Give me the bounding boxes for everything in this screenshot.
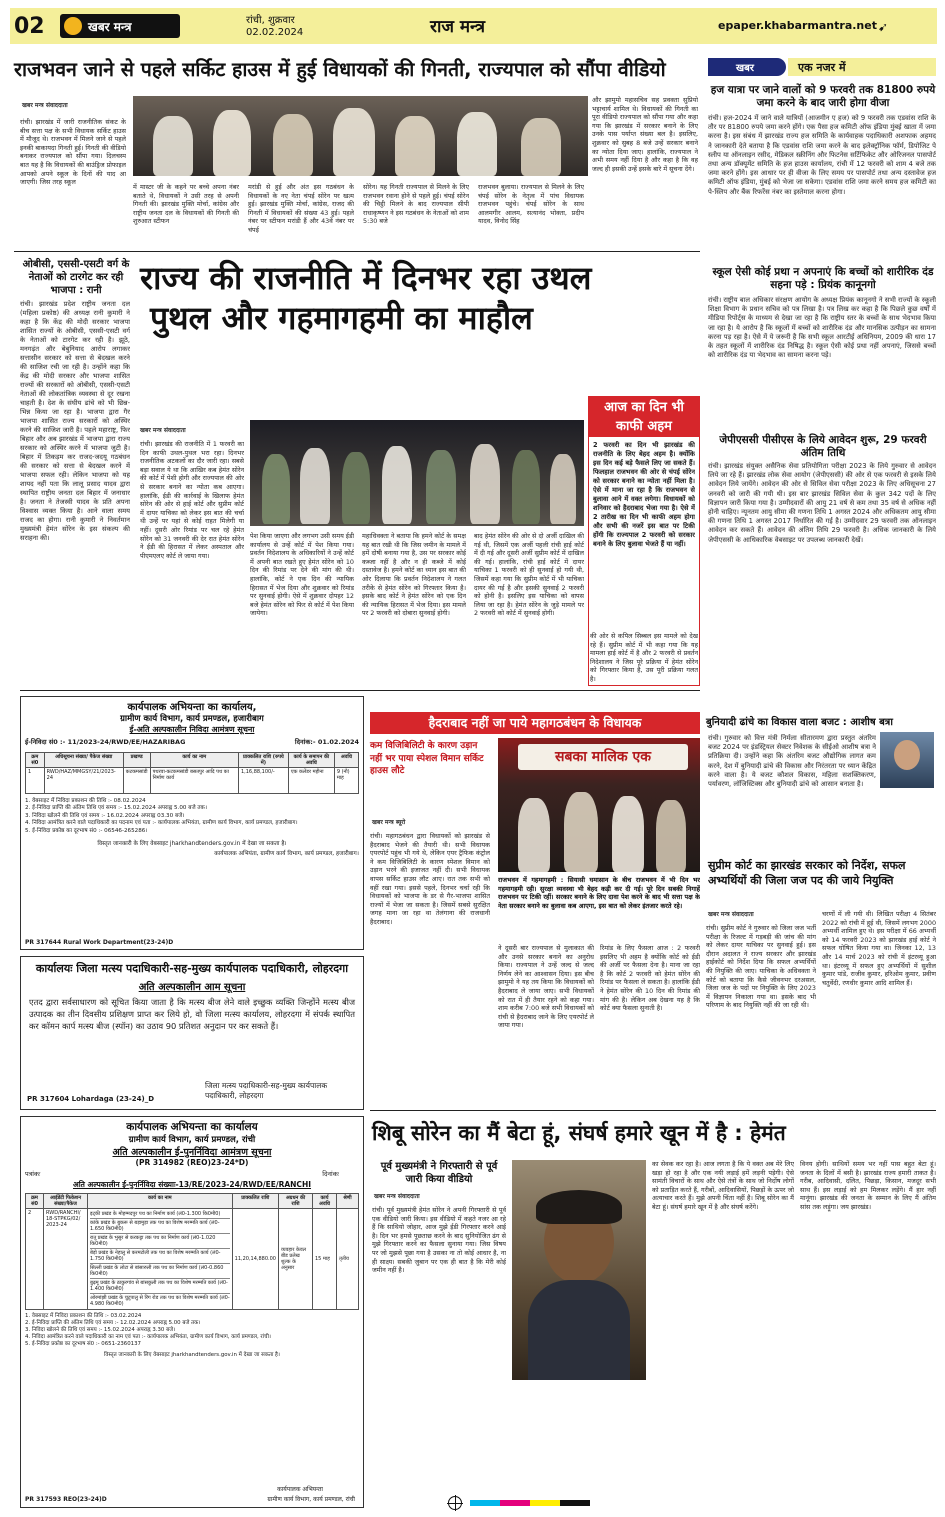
- tender-notice-ranchi: [20, 1116, 364, 1508]
- side-story-headline: ओबीसी, एससी-एसटी वर्ग के नेताओं को टारगेट कर रही भाजपा : रानी: [22, 259, 130, 296]
- ad3-footer-item: 3. निविदा खोलने की तिथि एवं समय :- 15.02.2024 अपराह्न 3.30 बजे।: [25, 1327, 176, 1333]
- main-byline: खबर मन्त्र संवाददाता: [140, 427, 186, 434]
- ad1-footer-item: 3. निविदा खोलने की तिथि एवं समय :- 16.02.2024 अपराह्न 03.30 बजे।: [25, 812, 185, 819]
- ad3-footer-item: 2. ई-निविदा प्राप्ति की अंतिम तिथि एवं समय :- 12.02.2024 अपराह्न 5.00 बजे तक।: [25, 1320, 201, 1326]
- ad1-signature: कार्यपालक अभियंता, ग्रामीण कार्य विभाग, कार्य प्रमण्डल, हजारीबाग।: [214, 851, 359, 858]
- hemant-col2: का सेवक कर रहा है। आज लगता है कि ये वक्त अब मेरे लिए खड़ा हो रहा है और एक नयी लड़ाई हमें लड़नी पड़ेगी। ऐसे सामंती विचारों के साथ और ऐसे तंत्रों के साथ जो निर्दोष लोगों को प्रताड़ित करते हैं, गरीबों, आदिवासियों, पिछड़ों के ऊपर जो अत्याचार करते हैं। मुझे अपनी चिंता नहीं है। शिबू सोरेन का मैं बेटा हूं। संघर्ष हमारे खून में है और संघर्ष करेंगे।: [652, 1160, 794, 1211]
- ad3-th: अग्रधन की राशि: [279, 1194, 313, 1209]
- nazar-1-body: रांची। हज-2024 में जाने वाले यात्रियों (आजमीन ए हज) को 9 फरवरी तक एडवांस राशि के तौर पर 81800 रुपये जमा करने होंगे। एक पैसा हज कमिटी ऑफ इंडिया मुंबई खाता में जमा करना है। इस संबंध में झारखंड राज्य हज समिति के कार्यवाहक पदाधिकारी अशफाक अहमद ने जानकारी देते बताया है कि एडवांस राशि जमा करने के बाद इलेक्ट्रॉनिक फॉर्म, डिपोजिट पे स्लीप या ऑनलाइन रसीद, मेडिकल स्क्रीनिंग और फिटनेस सर्टिफिकेट और ओरिजनल पासपोर्ट तथा अन्य डॉक्यूमेंट समिति के हज हाउस कार्यालय, रांची में 12 फरवरी को शाम 4 बजे तक जमा करने होंगे। इस आधार पर ही वीजा के लिए समय पर पासपोर्ट तथा अन्य दस्तावेज हज कमिटी ऑफ इंडिया, मुंबई को भेजा जा सकेगा। एडवांस राशि जमा करने समय हज कमिटी का पे-स्लिप और बैंक रिफरेंस नंबर का इस्तेमाल करना होगा।: [708, 114, 936, 196]
- ad3-work-item: बेड़ो प्रखंड के नेहालु से करमटोली तक पथ का विशेष मरम्मति कार्य (लं0-1.750 कि0मी0): [90, 1249, 230, 1264]
- ad3-footer-item: 1. वेबसाइट में निविदा प्रकाशन की तिथि :- 03.02.2024: [25, 1313, 142, 1319]
- ad1-footer-item: 1. वेबसाइट में निविदा प्रकाशन की तिथि :- 08.02.2024: [25, 798, 146, 804]
- ad3-cell: RWD/RANCHI/ 18-STPKG/02/ 2023-24: [44, 1209, 88, 1310]
- kicker-body: 2 फरवरी का दिन भी झारखंड की राजनीति के लिए बेहद अहम है। क्योंकि इस दिन कई बड़े फैसले लिए जा सकते हैं। फिलहाल राजभवन की ओर से चंपई सोरेन को सरकार बनाने का न्योता नहीं मिला है। ऐसे में माना जा रहा है कि राजभवन से बुलावा आने में वक्त लगेगा। विधायकों को शनिवार को हैदराबाद भेजा गया है। ऐसे में 2 तारीख का दिन भी काफी अहम होगा और सभी की नजरें इस बात पर टिकी होंगी कि राज्यपाल 2 फरवरी को सरकार बनाने के लिए बुलावा भेजते हैं या नहीं।: [593, 441, 695, 548]
- ad3-footer-item: 4. निविदा आमंत्रित करने वाले पदाधिकारी का नाम एवं पता :- कार्यपालक अभियंता, ग्रामीण कार्य विभाग, कार्य प्रमण्डल, रांची।: [25, 1334, 271, 1340]
- hyderabad-subhead: कम विजिबिलिटी के कारण उड़ान नहीं भर पाया स्पेशल विमान सर्किट हाउस लौटे: [370, 741, 484, 776]
- brand-name: खबर मन्त्र: [88, 20, 132, 34]
- ad3-work-item: इट्की प्रखंड के मोहम्मदपुर पथ का निर्माण कार्य (लं0-1.300 कि0मी0): [90, 1210, 230, 1219]
- ad2-office: कार्यालयः जिला मत्स्य पदाधिकारी-सह-मुख्य कार्यपालक पदाधिकारी, लोहरदगा: [35, 962, 349, 975]
- hyderabad-photo: [498, 738, 700, 872]
- top-story-col4: सोरेन। यह गिनती राज्यपाल से मिलने के लिए राजभवन रवाना होने से पहले हुई। चंपई सोरेन की चिट्ठी मिलने के बाद राज्यपाल सीपी राधाकृष्णन ने इस गठबंधन के नेताओं को शाम 5:30 बजे: [363, 183, 469, 226]
- ad3-cell-works: [88, 1209, 233, 1310]
- hyderabad-col2: ने दूसरी बार राज्यपाल से मुलाकात की और उनसे सरकार बनाने का अनुरोध किया। राज्यपाल ने उन्हें जल्द से जल्द निर्णय लेने का आश्वासन दिया। इस बीच झामुमो ने यह तय किया कि विधायकों को हैदराबाद ले जाया जाए। सभी विधायकों को रात में ही तैयार रहने को कहा गया। शाम करीब 7:00 बजे सभी विधायकों को रांची से हैदराबाद जाने के लिए एयरपोर्ट ले जाया गया।: [498, 944, 594, 1030]
- table-row: [26, 768, 359, 794]
- registration-mark-icon: [448, 1496, 462, 1510]
- court-byline: खबर मन्त्र संवाददाता: [708, 911, 754, 918]
- ad1-th: कार्य का नाम: [150, 753, 238, 768]
- nazar-1-headline: हज यात्रा पर जाने वालों को 9 फरवरी तक 81800 रुपये जमा करने के बाद जारी होगा वीजा: [710, 84, 936, 109]
- photo-banner: [518, 744, 688, 770]
- nazar-3-headline: जेपीएससी पीसीएस के लिये आवेदन शुरू, 29 फरवरी अंतिम तिथि: [719, 434, 927, 459]
- hyderabad-headline: हैदराबाद नहीं जा पाये महागठबंधन के विधायक: [428, 715, 642, 730]
- ad1-dept: ग्रामीण कार्य विभाग, कार्य प्रमण्डल, हजारीबाग: [120, 714, 264, 724]
- ad3-table: [25, 1193, 359, 1310]
- top-story-col2: में मास्टर जी के कहने पर बच्चे अपना नंबर बताते थे, विधायकों ने उसी तरह से अपनी गिनती की। झारखंड मुक्ति मोर्चा, कांग्रेस और राष्ट्रीय जनता दल के विधायकों की गिनती की शुरुआत स्टीफन: [133, 183, 239, 226]
- top-story-photo: [133, 96, 588, 176]
- ad3-work-item: रातू प्रखंड के भुसुर से करकट्टा तक पथ का निर्माण कार्य (लं0-1.020 कि0मी0): [90, 1234, 230, 1249]
- main-col2: पेश किया जाएगा और लगभग उसी समय ईडी कार्यालय से उन्हें कोर्ट में पेश किया गया। प्रवर्तन निदेशालय के अधिकारियों ने उन्हें कोर्ट में अपनी बात रखते हुए हेमंत सोरेन को 10 दिन की रिमांड पर देने की मांग की थी। हालांकि, कोर्ट ने एक दिन की न्यायिक हिरासत में भेज दिया और शुक्रवार को रिमांड पर सुनवाई होगी। ऐसे में शुक्रवार दोपहर 12 बजे हेमंत सोरेन को फिर से कोर्ट में पेश किया जायेगा।: [250, 532, 354, 618]
- dateline-date: 02.02.2024: [246, 27, 304, 38]
- page-number: 02: [14, 14, 45, 39]
- ad3-cell: 15 माह: [313, 1209, 337, 1310]
- divider: [14, 251, 700, 252]
- court-col1: रांची। सुप्रीम कोर्ट ने गुरुवार को जिला जज भर्ती परीक्षा के रिजल्ट में गड़बड़ी की जांच की मांग को लेकर दायर याचिका पर सुनवाई हुई। इस दौरान अदालत ने राज्य सरकार और झारखंड हाईकोर्ट को निर्देश दिया कि सफल अभ्यर्थियों की नियुक्ति की जाए। याचिका के अधिवक्ता ने कोर्ट को बताया कि कैसे जीवनभर दरअसल, जिला जज के पदों पर नियुक्ति के लिए 2023 में विज्ञापन निकाला गया था। इसके बाद भी परिणाम के बाद नियुक्ति नहीं की जा रही थी।: [706, 924, 816, 1010]
- hyderabad-byline: खबर मन्त्र ब्यूरो: [372, 819, 406, 826]
- ad1-cell: 1,16,88,100/-: [238, 768, 288, 794]
- ad1-cell: एक कलेंडर महीना: [288, 768, 334, 794]
- hemant-col3: विनय होगी। साथियों समय भर नहीं पास बहुत बेटा हूं। जनता के दिलों में बसी है। झारखंड राज्य हमारी ताकत है। गरीब, आदिवासी, दलित, पिछड़ा, किसान, मजदूर सभी साथ हैं। इस लड़ाई को हम मिलकर लड़ेंगे। मैं हार नहीं मानूंगा। झारखंड की जनता के सम्मान के लिए मैं अंतिम सांस तक लड़ूंगा। जय झारखंड।: [800, 1160, 936, 1211]
- ad1-cell: 9 (नौ) माह: [334, 768, 358, 794]
- main-col1: रांची। झारखंड की राजनीति में 1 फरवरी का दिन काफी उथल-पुथल भरा रहा। दिनभर राजनीतिक अटकलों का दौर जारी रहा। सबसे बड़ा सवाल ये था कि आखिर कब हेमंत सोरेन की कोर्ट में पेशी होगी और राज्यपाल की ओर से सरकार बनाने का न्योता कब आएगा। हालांकि, ईडी की कार्रवाई के खिलाफ हेमंत सोरेन की ओर से हाई कोर्ट और सुप्रीम कोर्ट में दायर याचिका को लेकर इस बात की चर्चा थी उन्हें पर यहां से कोई राहत मिलेगी या नहीं। दूसरी ओर रिमांड पर चल रहे हेमंत सोरेन को 31 जनवरी की देर रात हेमंत सोरेन ने ईडी की हिरासत में लेकर अस्पताल और पीएमएलए कोर्ट ले जाया गया।: [140, 440, 244, 560]
- divider: [20, 690, 700, 691]
- ad1-cell: पथरवा-कटकमसांडी बसतपुर आदि पथ का निर्माण कार्य: [150, 768, 238, 794]
- nazar-4-headline: बुनियादी ढांचे का विकास वाला बजट : आशीष बत्रा: [706, 717, 893, 728]
- main-col4: बाद हेमंत सोरेन की ओर से दो अर्जी दाखिल की गई थी, जिसमें एक अर्जी पहली रांची हाई कोर्ट में दी गई और दूसरी अर्जी सुप्रीम कोर्ट में दाखिल की गई। हालांकि, रांची हाई कोर्ट में दायर याचिका 1 फरवरी को ही सुनवाई हो गयी थी, जिसमें कहा गया कि सुप्रीम कोर्ट में भी याचिका दायर की गई है और इसकी सुनवाई 2 फरवरी को होनी है। इसलिए इस याचिका को वापस लिया जा रहा है। हेमंत सोरेन के जुड़े मामले पर 2 फरवरी को कोर्ट में सुनवाई होगी।: [474, 532, 584, 618]
- main-photo: [250, 420, 584, 526]
- ad3-work-item: सिल्ली प्रखंड के लोटा से बांसारुली तक पथ का निर्माण कार्य (लं0-0.860 कि0मी0): [90, 1264, 230, 1279]
- ad1-th: अवधि: [334, 753, 358, 768]
- ad3-ref: अति अल्पकालीन ई-पुनर्निविदा संख्याः-13/RE/2023-24/RWD/EE/RANCHI: [72, 1180, 312, 1189]
- fisheries-notice: [20, 956, 364, 1110]
- nazar-4-body: रांची। गुरुवार को वित्त मंत्री निर्मला सीतारमण द्वारा प्रस्तुत अंतरिम बजट 2024 पर इंडस्ट्रियल सेक्टर निवेशक के सीईओ आशीष बत्रा ने प्रतिक्रिया दी। उन्होंने कहा कि अंतरिम बजट औद्योगिक लागत कम करने, देश में बुनियादी ढांचे की विकास और निरंतरता पर ध्यान केंद्रित करने वाला है। ये बजट कौशल विकास, महिला सशक्तिकरण, पर्यावरण, लॉजिस्टिक्स और बुनियादी ढांचे को आसान बनाता है।: [708, 734, 876, 789]
- court-headline: सुप्रीम कोर्ट का झारखंड सरकार को निर्देश, सफल अभ्यर्थियों की जिला जज पद की जाये नियुक्ति: [708, 859, 906, 887]
- top-story-byline: खबर मन्त्र संवाददाता: [22, 102, 68, 109]
- ad1-footer-item: 2. ई-निविदा प्राप्ति की अंतिम तिथि एवं समय :- 15.02.2024 अपराह्न 5.00 बजे तक।: [25, 805, 207, 812]
- main-col3: महाधिवक्ता ने बताया कि हमने कोर्ट के समक्ष यह बात रखी थी कि जिस जमीन के मामले में हमें दोषी बनाया गया है, उस पर सरकार कोई कब्जा नहीं है और न ही कब्जे में कोई दस्तावेज है। हमने कोर्ट का ध्यान इस बात की ओर दिलाया कि प्रवर्तन निदेशालय ने गलत तरीके से हेमंत सोरेन को गिरफ्तार किया है। इसके बाद कोर्ट ने हेमंत सोरेन को एक दिन की न्यायिक हिरासत में भेज दिया। इस मामले पर 2 फरवरी को दोबारा सुनवाई होगी।: [362, 532, 466, 618]
- hemant-byline: खबर मन्त्र संवाददाता: [374, 1193, 420, 1200]
- ad3-th: आईडेंटी फिकेशन संख्या/पैकेज: [44, 1194, 88, 1209]
- ad2-pr-number: PR 317604 Lohardaga (23-24)_D: [27, 1095, 155, 1103]
- ek-nazar-tag: [708, 58, 786, 76]
- section-title: राज मन्त्र: [430, 17, 485, 37]
- ad2-body: एतद द्वारा सर्वसाधारण को सूचित किया जाता है कि मत्स्य बीज लेने वाले इच्छुक व्यक्ति जिन्होंने मत्स्य बीज उत्पादक का तीन दिवसीय प्रशिक्षण प्राप्त कर लिये हो, वो जिला मत्स्य कार्यालय, लोहरदगा में संपर्क स्थापित कर कॉमन कार्प मत्स्य बीज (स्पॉन) का उठाव 90 प्रतिशत अनुदान पर कर सकते हैं।: [29, 997, 355, 1031]
- ad1-cell: 1: [26, 768, 45, 794]
- court-col2: चरणों में ली गयी थी। लिखित परीक्षा 4 सितंबर 2022 को रांची में हुई थी, जिसमें लगभग 2000 अभ्यर्थी शामिल हुए थे। इस परीक्षा में 66 अभ्यर्थी को 14 फरवरी 2023 को झारखंड हाई कोर्ट ने सफल घोषित किया गया था। जिनका 12, 13 और 14 मार्च 2023 को रांची में इंटरव्यू हुआ था। इंटरव्यू में सफल हुए अभ्यर्थियों में सुशील कुमार पांडे, राजीव कुमार, हरिओम कुमार, प्रवीण चतुर्वेदी, रणधीर कुमार आदि शामिल हैं।: [822, 910, 936, 987]
- masthead: [10, 8, 937, 44]
- top-story-headline: राजभवन जाने से पहले सर्किट हाउस में हुई विधायकों की गिनती, राज्यपाल को सौंपा वीडियो: [14, 58, 666, 81]
- ad1-th: क्रम सं0: [26, 753, 45, 768]
- ad3-patrank: पत्रांकः: [25, 1170, 41, 1178]
- ad1-notice-title: ई-अति अल्पकालीन निविदा आमंत्रण सूचना: [129, 725, 255, 734]
- ek-nazar-header: [708, 58, 938, 76]
- hemant-photo: [512, 1160, 646, 1380]
- ad1-th: कार्य के समापन की अवधि: [288, 753, 334, 768]
- main-headline-line2: पुथल और गहमागहमी का माहौल: [150, 299, 533, 337]
- ad1-cell: RWD/HAZ/MMGSY/21/2023-24: [44, 768, 123, 794]
- top-story-col1: रांची। झारखंड में जारी राजनीतिक संकट के बीच सत्ता पक्ष के सभी विधायक सर्किट हाउस में मौजूद थे। राजभवन में मिलने जाने से पहले इनकी बाकायदा गिनती हुई। गिनती की वीडियो बनाकर राज्यपाल को सौंपा गया। दिलचस्प बात यह है कि विधायकों की बाउंड्रिज प्रोफाइल आपको अपने स्कूल के दिनों की याद आ जाएगी। जिस तरह स्कूल: [20, 118, 126, 187]
- ad1-date: दिनांक:- 01.02.2024: [294, 738, 359, 746]
- ad3-th: कार्य अवधि: [313, 1194, 337, 1209]
- ad3-footer-item: 5. ई-निविदा प्रकोष्ठ का दूरभाष सं0 :- 0651-2360137: [25, 1341, 141, 1347]
- hyderabad-subhead-box: [370, 740, 490, 806]
- ad1-th: अधिसूचना संख्या/ पैकेज संख्या: [44, 753, 123, 768]
- main-headline-line1: राज्य की राजनीति में दिनभर रहा उथल: [140, 259, 592, 297]
- nazar-2-headline: स्कूल ऐसी कोई प्रथा न अपनाएं कि बच्चों को शारीरिक दंड सहना पड़े : प्रियंक कानूनगो: [712, 266, 934, 291]
- ad3-work-item: कांके प्रखंड के बुकरू से बड़ामुड़ा तक पथ का विशेष मरम्मति कार्य (लं0-1.650 कि0मी0): [90, 1219, 230, 1234]
- ad3-dinank: दिनांकः: [322, 1170, 339, 1178]
- ad3-signature: ग्रामीण कार्य विभाग, कार्य प्रमण्डल, रांची: [267, 1496, 355, 1503]
- ad3-th: प्राक्कलित राशि: [232, 1194, 278, 1209]
- ad1-office: कार्यपालक अभियन्ता का कार्यालय,: [127, 702, 257, 713]
- batra-photo: [880, 732, 934, 788]
- kicker-title: आज का दिन भी काफी अहम: [589, 397, 699, 437]
- ad1-ref: ई-निविदा सं0 :- 11/2023-24/RWD/EE/HAZARIBAG: [25, 738, 186, 746]
- brand-icon: [64, 17, 82, 35]
- main-col5: की ओर से कपिल सिब्बल इस मामले को देख रहे हैं। सुप्रीम कोर्ट में भी कहा गया कि यह मामला हाई कोर्ट में है और 2 फरवरी से प्रवर्तन निदेशालय ने जिस पूरे प्रक्रिया में हेमंत सोरेन को गिरफ्तार किया है, उस पूरी प्रक्रिया गलत है।: [590, 632, 698, 683]
- ad3-website-note: विस्तृत जानकारी के लिए वेबसाइट jharkhandtenders.gov.in में देखा जा सकता है।: [104, 1352, 280, 1358]
- epaper-link[interactable]: epaper.khabarmantra.net: [718, 19, 877, 32]
- divider: [370, 1110, 936, 1111]
- ad3-dept: ग्रामीण कार्य विभाग, कार्य प्रमण्डल, रांची: [128, 1135, 256, 1145]
- hemant-headline: शिबू सोरेन का मैं बेटा हूं, संघर्ष हमारे खून में है : हेमंत: [372, 1121, 786, 1145]
- ad3-work-item: ओरमांझी प्रखंड के चुटूपालु से रिंग रोड तक पथ का विशेष मरम्मति कार्य (लं0-4.980 कि0मी0): [90, 1295, 230, 1307]
- table-row: [26, 1209, 359, 1310]
- ad3-pr-ref: (PR 314982 (REO)23-24*D): [135, 1158, 249, 1167]
- ad1-footer-item: 5. ई-निविदा प्रकोष्ठ का दूरभाष सं0 :- 06546-265286।: [25, 827, 148, 834]
- tender-notice-hazaribag: [20, 696, 364, 950]
- nazar-3-body: रांची। झारखंड संयुक्त असैनिक सेवा प्रतियोगिता परीक्षा 2023 के लिये गुरुवार से आवेदन लिये जा रहे हैं। झारखंड लोक सेवा आयोग (जेपीएससी) की ओर से एक फरवरी से इसके लिये आवेदन लिये जायेंगे। आवेदन की ओर से सिविल सेवा परीक्षा 2023 के लिए अधिसूचना 27 जनवरी को जारी की गयी थी। इस बार झारखंड सिविल सेवा के कुल 342 पदों के लिए विज्ञापन जारी किया गया है। उम्मीदवारों की आयु 21 वर्ष से कम तथा 35 वर्ष से अधिक नहीं होनी चाहिए। न्यूनतम आयु सीमा की गणना तिथि 1 अगस्त 2024 और अधिकतम आयु सीमा की गणना तिथि 1 अगस्त 2017 निर्धारित की गई है। उम्मीदवार 29 फरवरी तक ऑनलाइन आवेदन कर सकते हैं। आवेदन की अंतिम तिथि 29 फरवरी है। अधिक जानकारी के लिये जेपीएससी के आधिकारिक वेबसाइट पर उपलब्ध जानकारी देखें।: [708, 462, 936, 544]
- cursor-icon: ➹: [878, 20, 889, 34]
- ad3-cell: तृतीय: [337, 1209, 359, 1310]
- ad2-notice-title: अति अल्पकालीन आम सूचना: [138, 982, 246, 993]
- ad3-office: कार्यपालक अभियन्ता का कार्यालय: [126, 1121, 258, 1133]
- ad3-th: क्रम सं0: [26, 1194, 44, 1209]
- top-story-col5: राजभवन बुलाया। राज्यपाल से मिलने के लिए चंपई सोरेन के नेतृत्व में पांच विधायक राजभवन पहुंचे। चंपई सोरेन के साथ आलमगीर आलम, सत्यानंद भोक्ता, प्रदीप यादव, विनोद सिंह: [478, 183, 584, 226]
- ad1-footer-item: 4. निविदा आमंत्रित करने वाले पदाधिकारी का पदनाम एवं पता :- कार्यपालक अभियंता, ग्रामीण कार्य विभाग, कार्य प्रमण्डल, हजारीबाग।: [25, 820, 298, 827]
- ad3-th: कार्य का नाम: [88, 1194, 233, 1209]
- ad3-notice-title: अति अल्पकालीन ई-पुनर्निविदा आमंत्रण सूचना: [112, 1147, 272, 1158]
- ad3-cell: 11,20,14,880.00: [232, 1209, 278, 1310]
- ad1-th: प्राक्कलित राशि (रुपये में): [238, 753, 288, 768]
- ad3-pr-number: PR 317593 REO(23-24)D: [25, 1496, 107, 1503]
- ad1-th: प्रखण्ड: [123, 753, 150, 768]
- ad1-pr-number: PR 317644 Rural Work Department(23-24)D: [25, 939, 174, 946]
- ad1-cell: कटकमसांडी: [123, 768, 150, 794]
- brand-logo: [60, 14, 180, 38]
- hemant-subhead: पूर्व मुख्यमंत्री ने गिरफ्तारी से पूर्व जारी किया वीडियो: [380, 1161, 498, 1185]
- top-story-col3: मरांडी से हुई और अंत इस गठबंधन के विधायकों के नए नेता चंपई सोरेन पर खत्म हुई। झारखंड मुक्ति मोर्चा, कांग्रेस, राजद की गिनती में विधायकों की संख्या 43 हुई। पहले नंबर पर स्टीफन मरांडी हैं और 43वें नंबर पर चंपई: [248, 183, 354, 234]
- color-bar: [470, 1500, 590, 1506]
- ek-nazar-title: एक नजर में: [798, 61, 846, 74]
- ad3-signature-title: कार्यपालक अभियन्ता: [277, 1486, 323, 1493]
- hyderabad-col1: रांची। महागठबंधन द्वारा विधायकों को झारखंड से हैदराबाद भेजने की तैयारी थी। सभी विधायक एयरपोर्ट पहुंच भी गये थे, लेकिन एयर ट्रैफिक कंट्रोल ने कम विजिबिलिटी के कारण स्पेशल विमान को उड़ान भरने की इजाजत नहीं दी। सभी विधायक वापस सर्किट हाउस लौट आए। रात तक सभी को वहीं रखा गया। इससे पहले, दिनभर चर्चा रही कि विधायकों को भाजपा के डर से गैर-भाजपा शासित राज्यों में भेजा जा सकता है। जिसमें सबसे सुरक्षित जगह माना जा रहा था तेलंगाना की राजधानी हैदराबाद।: [370, 832, 490, 926]
- ad3-cell: व्यवहार केवल बीड प्रलेख शुल्क के अनुसार: [279, 1209, 313, 1310]
- ad3-work-item: बुढ़मू प्रखंड के ठाकुरगांव से बांसकुली तक पथ का विशेष मरम्मति कार्य (लं0-1.400 कि0मी0): [90, 1280, 228, 1292]
- ad3-cell: 2: [26, 1209, 44, 1310]
- hemant-col1: रांची। पूर्व मुख्यमंत्री हेमंत सोरेन ने अपनी गिरफ्तारी से पूर्व एक वीडियो जारी किया। इस वीडियो में कहते नजर आ रहे हैं कि साथियो जोहार, आज मुझे ईडी गिरफ्तार करने आई है। दिन भर हमसे पूछताछ करने के बाद सुनियोजित ढंग से मुझे गिरफ्तार करने का फैसला सुनाया गया। जिस विषय पर जो मुझसे पूछा गया है उसका ना तो कोई आधार है, ना ही साक्ष्य। सबकी जुबान पर एक ही बात है कि मेरी कोई जमीन नहीं है।: [372, 1206, 506, 1275]
- photo-banner-text: सबका मालिक एक: [555, 749, 651, 765]
- ad1-website-note: विस्तृत जानकारी के लिए वेबसाइट jharkhandtenders.gov.in में देखा जा सकता है।: [97, 841, 287, 848]
- side-story-body: रांची। झारखंड प्रदेश राष्ट्रीय जनता दल (महिला प्रकोष्ठ) की अध्यक्ष रानी कुमारी ने कहा है कि केंद्र की मोदी सरकार भाजपा शासित राज्यों के ओबीसी, एससी-एसटी वर्ग के नेताओं को टारगेट कर रही है। झूठे, मनगढ़ंत और बेबुनियाद आरोप लगाकर सत्तासीन सरकार को सत्ता से बेदखल करने की साजिश रची जा रही है। उन्होंने कहा कि केंद्र की मोदी सरकार और भाजपा शासित राज्यों की सरकारों को ओबीसी, एससी-एसटी नेताओं की लोकतांत्रिक व्यवस्था से दूर रखना चाहती है। देश के संघीय ढांचे को भी छिन्न-भिन्न किया जा रहा है। भाजपा द्वारा गैर भाजपा शासित राज्य सरकारों को अस्थिर करने की साजिश जारी है। पहले महाराष्ट्र, फिर बिहार और अब झारखंड में भाजपा द्वारा राज्य सरकार को अस्थिर करने में भाजपा जुटी है। बिहार में तिकड़म कर राजद-जदयू गठबंधन की सरकार को सत्ता से बेदखल करने में भाजपा सफल रही। लेकिन भाजपा को यह शायद नहीं पता कि लालू प्रसाद यादव द्वारा स्थापित राष्ट्रीय जनता दल बिहार में जनाधार है। जनता ने तेजस्वी यादव के प्रति अपना विश्वास व्यक्त किया है। आने वाला समय राजद का होगा। रानी कुमारी ने निवर्तमान मुख्यमंत्री हेमंत सोरेन के इस संकल्प की सराहना की।: [20, 300, 130, 542]
- hyderabad-col3: रिमांड के लिए फैसला आज : 2 फरवरी इसलिए भी अहम है क्योंकि कोर्ट को ईडी की अर्जी पर फैसला देना है। माना जा रहा है कि कोर्ट 2 फरवरी को हेमंत सोरेन की रिमांड पर फैसला ले सकता है। हालांकि ईडी ने हेमंत सोरेन की 10 दिन की रिमांड की मांग की है। लेकिन अब देखना यह है कि कोर्ट क्या फैसला सुनाती है।: [600, 944, 700, 1013]
- ad1-table: [25, 752, 359, 794]
- ek-nazar-label: खबर: [736, 63, 754, 74]
- ek-nazar-title-bg: [788, 58, 936, 76]
- ad3-th: श्रेणी: [337, 1194, 359, 1209]
- dateline-city: रांची, शुक्रवार: [246, 15, 295, 26]
- hyderabad-caption: राजभवन में गहमागहमी : सियासी घमासान के बीच राजभवन में भी दिन भर गहमागहमी रही। सुरक्षा व्यवस्था भी बेहद कड़ी कर दी गई। पूरे दिन सबकी निगाहें राजभवन पर टिकी रहीं। सरकार बनाने के लिए दावा पेश करने के बाद भी सत्ता पक्ष के नेता सरकार बनाने का बुलावा कब आएगा, इस बात को लेकर इंतजार करते रहे।: [498, 876, 700, 910]
- ad2-signature: जिला मत्स्य पदाधिकारी-सह-मुख्य कार्यपालक पदाधिकारी, लोहरदगा: [205, 1081, 328, 1100]
- top-story-col6: और झामुमो महासचिव सह प्रवक्ता सुप्रियो भट्टाचार्य शामिल थे। विधायकों की गिनती का पूरा वीडियो राज्यपाल को सौंपा गया और कहा गया कि झारखंड में सरकार बनाने के लिए उनके पास पर्याप्त संख्या बल है। इसलिए, शुक्रवार को सुबह 8 बजे उन्हें सरकार बनाने का न्योता दिया जाए। हालांकि, राज्यपाल ने अभी समय नहीं दिया है और कहा है कि वह जल्द ही इसकी उन्हें इसके बारे में सूचना देंगे।: [592, 96, 698, 173]
- hyderabad-header-band: [370, 712, 700, 734]
- nazar-2-body: रांची। राष्ट्रीय बाल अधिकार संरक्षण आयोग के अध्यक्ष प्रियंक कानूनगो ने सभी राज्यों के स्कूली शिक्षा विभाग के प्रधान सचिव को पत्र लिखा है। पत्र लिख कर कहा है कि पिछले कुछ वर्षों में मीडिया रिपोर्ट्स के माध्यम से देखा जा रहा है कि राष्ट्रीय स्तर के बच्चों के साथ भेदभाव किया जा रहा है। ये आरोप है कि स्कूलों में बच्चों को शारीरिक दंड और मानसिक उत्पीड़न का सामना करना पड़ रहा है। ऐसे में ये जरूरी है कि सभी स्कूल आरटीई अधिनियम, 2009 की धारा 17 के तहत स्कूलों में शारीरिक दंड निषिद्ध है। स्कूल ऐसी कोई प्रथा नहीं अपनाएं, जिससे बच्चों को शारीरिक दंड या भेदभाव का सामना करना पड़े।: [708, 296, 936, 360]
